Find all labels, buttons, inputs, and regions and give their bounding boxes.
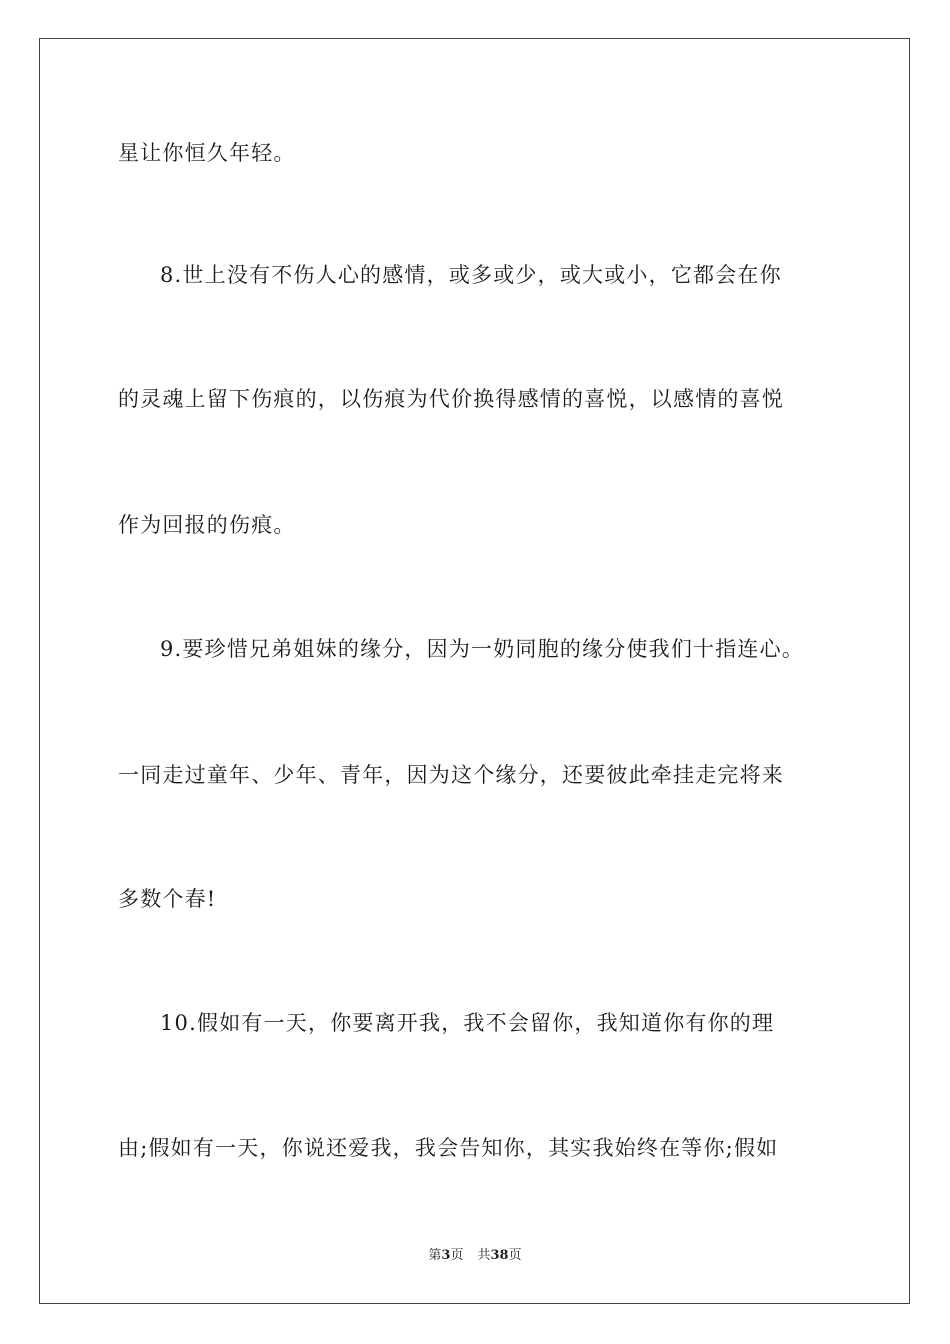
paragraph-line-2: 8.世上没有不伤人心的感情，或多或少，或大或小，它都会在你 bbox=[160, 263, 782, 287]
paragraph-line-4: 作为回报的伤痕。 bbox=[118, 513, 296, 537]
footer-total-prefix: 共 bbox=[477, 1248, 491, 1263]
page-border bbox=[39, 38, 910, 1304]
paragraph-line-3: 的灵魂上留下伤痕的，以伤痕为代价换得感情的喜悦，以感情的喜悦 bbox=[118, 387, 784, 411]
paragraph-line-5: 9.要珍惜兄弟姐妹的缘分，因为一奶同胞的缘分使我们十指连心。 bbox=[160, 637, 805, 661]
footer-total-pages: 38 bbox=[490, 1248, 509, 1263]
footer-total-suffix: 页 bbox=[508, 1248, 522, 1263]
footer-page-number: 3 bbox=[441, 1248, 451, 1263]
footer-page-prefix: 第 bbox=[428, 1248, 442, 1263]
paragraph-line-6: 一同走过童年、少年、青年，因为这个缘分，还要彼此牵挂走完将来 bbox=[118, 763, 784, 787]
paragraph-line-7: 多数个春! bbox=[118, 887, 217, 911]
footer-page-suffix: 页 bbox=[450, 1248, 464, 1263]
page-footer bbox=[0, 1247, 950, 1265]
paragraph-line-9: 由;假如有一天，你说还爱我，我会告知你，其实我始终在等你;假如 bbox=[118, 1136, 779, 1160]
paragraph-line-1: 星让你恒久年轻。 bbox=[118, 141, 296, 165]
paragraph-line-8: 10.假如有一天，你要离开我，我不会留你，我知道你有你的理 bbox=[160, 1011, 775, 1035]
